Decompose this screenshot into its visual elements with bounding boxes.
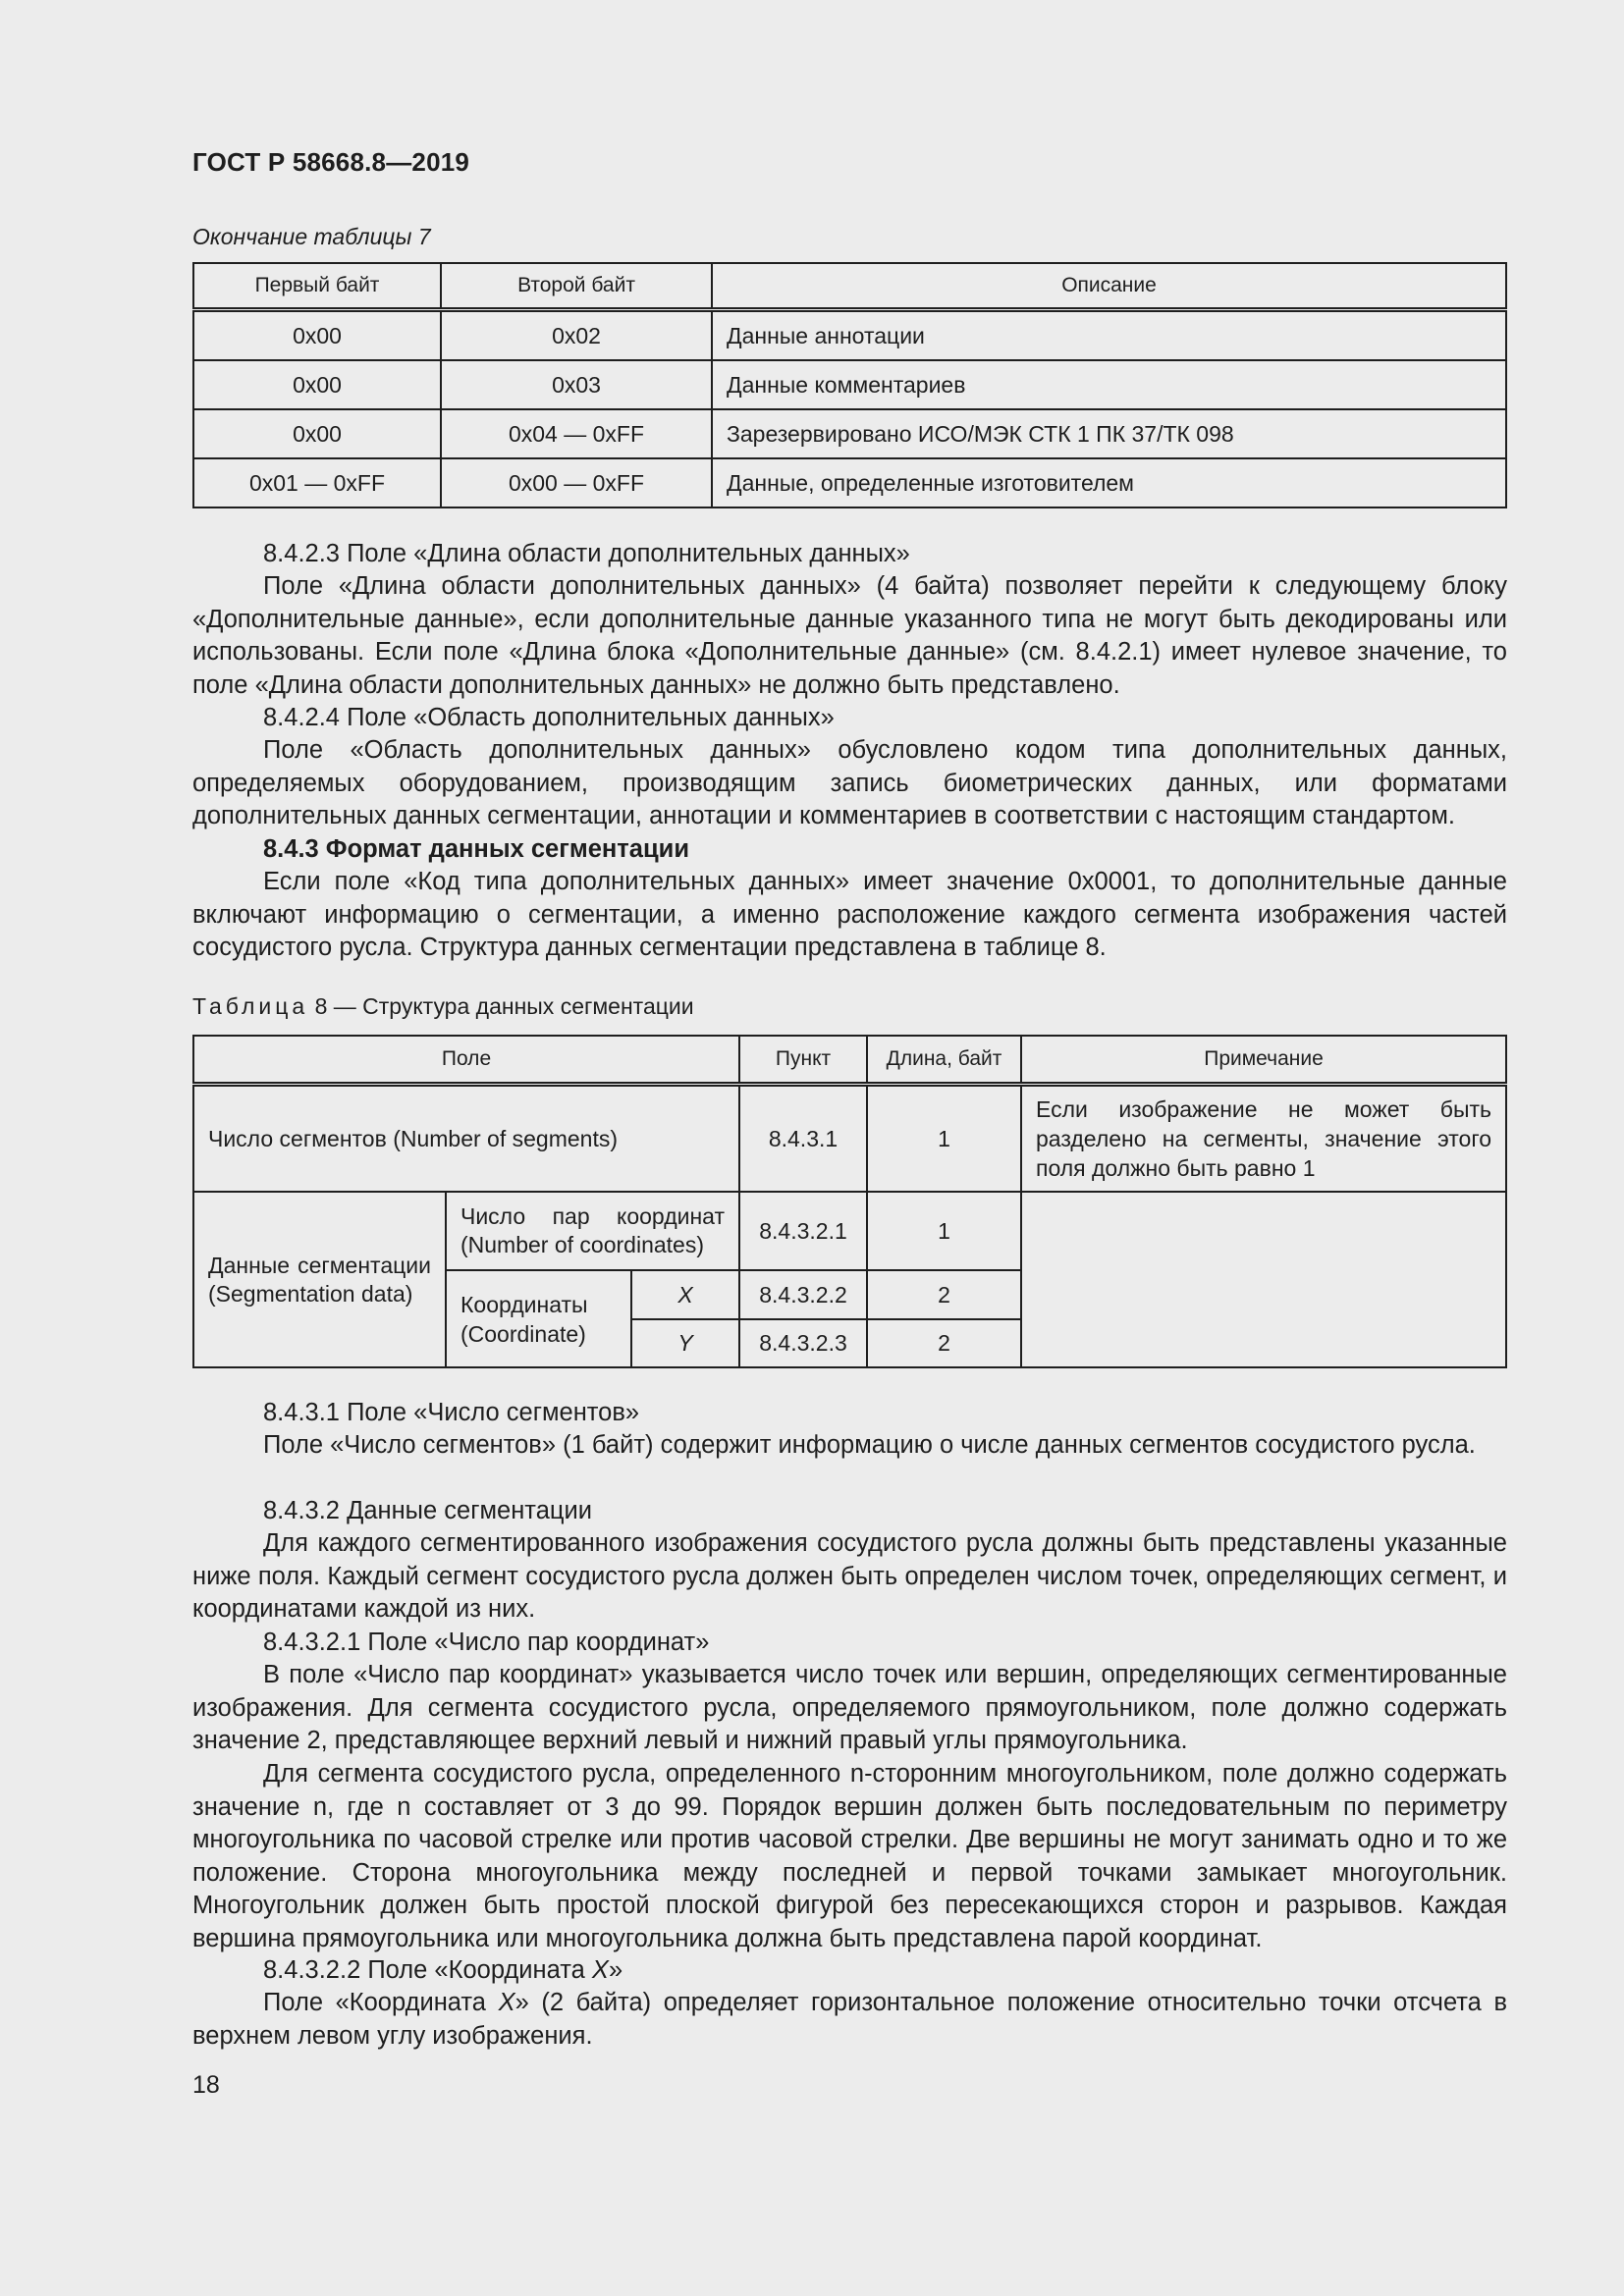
table-cell: Данные комментариев bbox=[712, 360, 1506, 409]
table-cell: 1 bbox=[867, 1192, 1021, 1270]
table-cell: 0x00 — 0xFF bbox=[441, 458, 712, 507]
title-prefix: 8.4.3.2.2 Поле «Координата bbox=[263, 1956, 592, 1984]
table8-caption bbox=[192, 993, 694, 1020]
column-header: Пункт bbox=[739, 1036, 867, 1085]
table-cell: Координаты (Coordinate) bbox=[446, 1270, 631, 1367]
table-cell: 0x01 — 0xFF bbox=[193, 458, 441, 507]
table-cell-group: Данные сегментации (Segmentation data) bbox=[193, 1192, 446, 1367]
table-cell: 8.4.3.2.3 bbox=[739, 1319, 867, 1367]
table-cell: Зарезервировано ИСО/МЭК СТК 1 ПК 37/ТК 098 bbox=[712, 409, 1506, 458]
document-header: ГОСТ Р 58668.8—2019 bbox=[192, 147, 470, 177]
column-header: Длина, байт bbox=[867, 1036, 1021, 1085]
table-cell: 0x00 bbox=[193, 360, 441, 409]
table-cell: Число пар координат (Number of coordinates) bbox=[446, 1192, 739, 1270]
table-cell: 8.4.3.2.1 bbox=[739, 1192, 867, 1270]
section-heading: 8.4.3 Формат данных сегментации bbox=[263, 835, 690, 863]
section-title: 8.4.3.1 Поле «Число сегментов» bbox=[263, 1399, 640, 1426]
paragraph bbox=[192, 1987, 1507, 2053]
table-cell: 2 bbox=[867, 1270, 1021, 1319]
table-row bbox=[193, 1192, 1506, 1270]
paragraph: Если поле «Код типа дополнительных данных» имеет значение 0x0001, то дополнительные данные включают информацию о сегментации, а именно расположение каждого сегмента изображения частей сосудистого русла. Структура данных сегментации представлена в таблице 8. bbox=[192, 868, 1507, 961]
section-title: 8.4.2.3 Поле «Длина области дополнительных данных» bbox=[263, 540, 910, 567]
table-header-row bbox=[193, 1036, 1506, 1085]
text-suffix: » (2 байта) определяет горизонтальное положение относительно точки отсчета в верхнем левом углу изображения. bbox=[192, 1989, 1507, 2050]
paragraph: Для сегмента сосудистого русла, определенного n-сторонним многоугольником, поле должно содержать значение n, где n составляет от 3 до 99. Порядок вершин должен быть последовательным по периметру многоугольника по часовой стрелке или против часовой стрелки. Две вершины не могут занимать одно и то же положение. Сторона многоугольника между последней и первой точками замыкает многоугольник. Многоугольник должен быть простой плоской фигурой без пересекающихся сторон и разрывов. Каждая вершина прямоугольника или многоугольника должна быть представлена парой координат. bbox=[192, 1760, 1507, 1952]
column-header: Поле bbox=[193, 1036, 739, 1085]
table-cell: 0x00 bbox=[193, 409, 441, 458]
paragraph: Для каждого сегментированного изображения сосудистого русла должны быть представлены указанные ниже поля. Каждый сегмент сосудистого русла должен быть определен числом точек, определяющих сегмент, и координатами каждой из них. bbox=[192, 1529, 1507, 1623]
table-cell: 8.4.3.1 bbox=[739, 1085, 867, 1193]
table-cell: Данные аннотации bbox=[712, 310, 1506, 361]
column-header: Примечание bbox=[1021, 1036, 1506, 1085]
table8-caption-text: 8 — Структура данных сегментации bbox=[314, 993, 694, 1019]
paragraph: Поле «Число сегментов» (1 байт) содержит информацию о числе данных сегментов сосудистого русла. bbox=[263, 1431, 1476, 1459]
table-row bbox=[193, 458, 1506, 507]
table-cell: X bbox=[631, 1270, 739, 1319]
column-header: Описание bbox=[712, 263, 1506, 310]
section-title: 8.4.2.4 Поле «Область дополнительных данных» bbox=[263, 704, 835, 731]
column-header: Второй байт bbox=[441, 263, 712, 310]
table-cell: 0x00 bbox=[193, 310, 441, 361]
table-cell: 0x02 bbox=[441, 310, 712, 361]
table-row bbox=[193, 310, 1506, 361]
section-title bbox=[263, 1954, 623, 1988]
table-cell: Число сегментов (Number of segments) bbox=[193, 1085, 739, 1193]
table-cell: 0x03 bbox=[441, 360, 712, 409]
title-suffix: » bbox=[608, 1956, 623, 1984]
paragraph: В поле «Число пар координат» указывается число точек или вершин, определяющих сегментированные изображения. Для сегмента сосудистого русла, определяемого прямоугольником, поле должно содержать значение 2, представляющее верхний левый и нижний правый углы прямоугольника. bbox=[192, 1661, 1507, 1754]
paragraph: Поле «Область дополнительных данных» обусловлено кодом типа дополнительных данных, определяемых оборудованием, производящим запись биометрических данных, или форматами дополнительных данных сегментации, аннотации и комментариев в соответствии с настоящим стандартом. bbox=[192, 736, 1507, 829]
text-prefix: Поле «Координата bbox=[263, 1989, 499, 2016]
text-variable: X bbox=[498, 1989, 515, 2016]
table-cell: 2 bbox=[867, 1319, 1021, 1367]
table-header-row bbox=[193, 263, 1506, 310]
table-7 bbox=[192, 262, 1507, 508]
table-cell: 1 bbox=[867, 1085, 1021, 1193]
page-number: 18 bbox=[192, 2071, 220, 2099]
table-cell: Y bbox=[631, 1319, 739, 1367]
title-variable: X bbox=[591, 1956, 609, 1984]
table-row bbox=[193, 1085, 1506, 1193]
table-cell-empty bbox=[1021, 1192, 1506, 1367]
section-title: 8.4.3.2.1 Поле «Число пар координат» bbox=[263, 1629, 710, 1656]
paragraph: Поле «Длина области дополнительных данных» (4 байта) позволяет перейти к следующему блоку «Дополнительные данные», если дополнительные данные указанного типа не могут быть декодированы или использованы. Если поле «Длина блока «Дополнительные данные» (см. 8.4.2.1) имеет нулевое значение, то поле «Длина области дополнительных данных» не должно быть представлено. bbox=[192, 572, 1507, 699]
section-title: 8.4.3.2 Данные сегментации bbox=[263, 1497, 592, 1524]
table-8 bbox=[192, 1035, 1507, 1368]
column-header: Первый байт bbox=[193, 263, 441, 310]
table-cell: 8.4.3.2.2 bbox=[739, 1270, 867, 1319]
table-cell-note: Если изображение не может быть разделено на сегменты, значение этого поля должно быть равно 1 bbox=[1021, 1085, 1506, 1193]
table8-caption-word: Таблица bbox=[192, 993, 309, 1019]
table-cell: Данные, определенные изготовителем bbox=[712, 458, 1506, 507]
table-cell: 0x04 — 0xFF bbox=[441, 409, 712, 458]
table7-caption: Окончание таблицы 7 bbox=[192, 224, 431, 249]
table-row bbox=[193, 409, 1506, 458]
table-row bbox=[193, 360, 1506, 409]
